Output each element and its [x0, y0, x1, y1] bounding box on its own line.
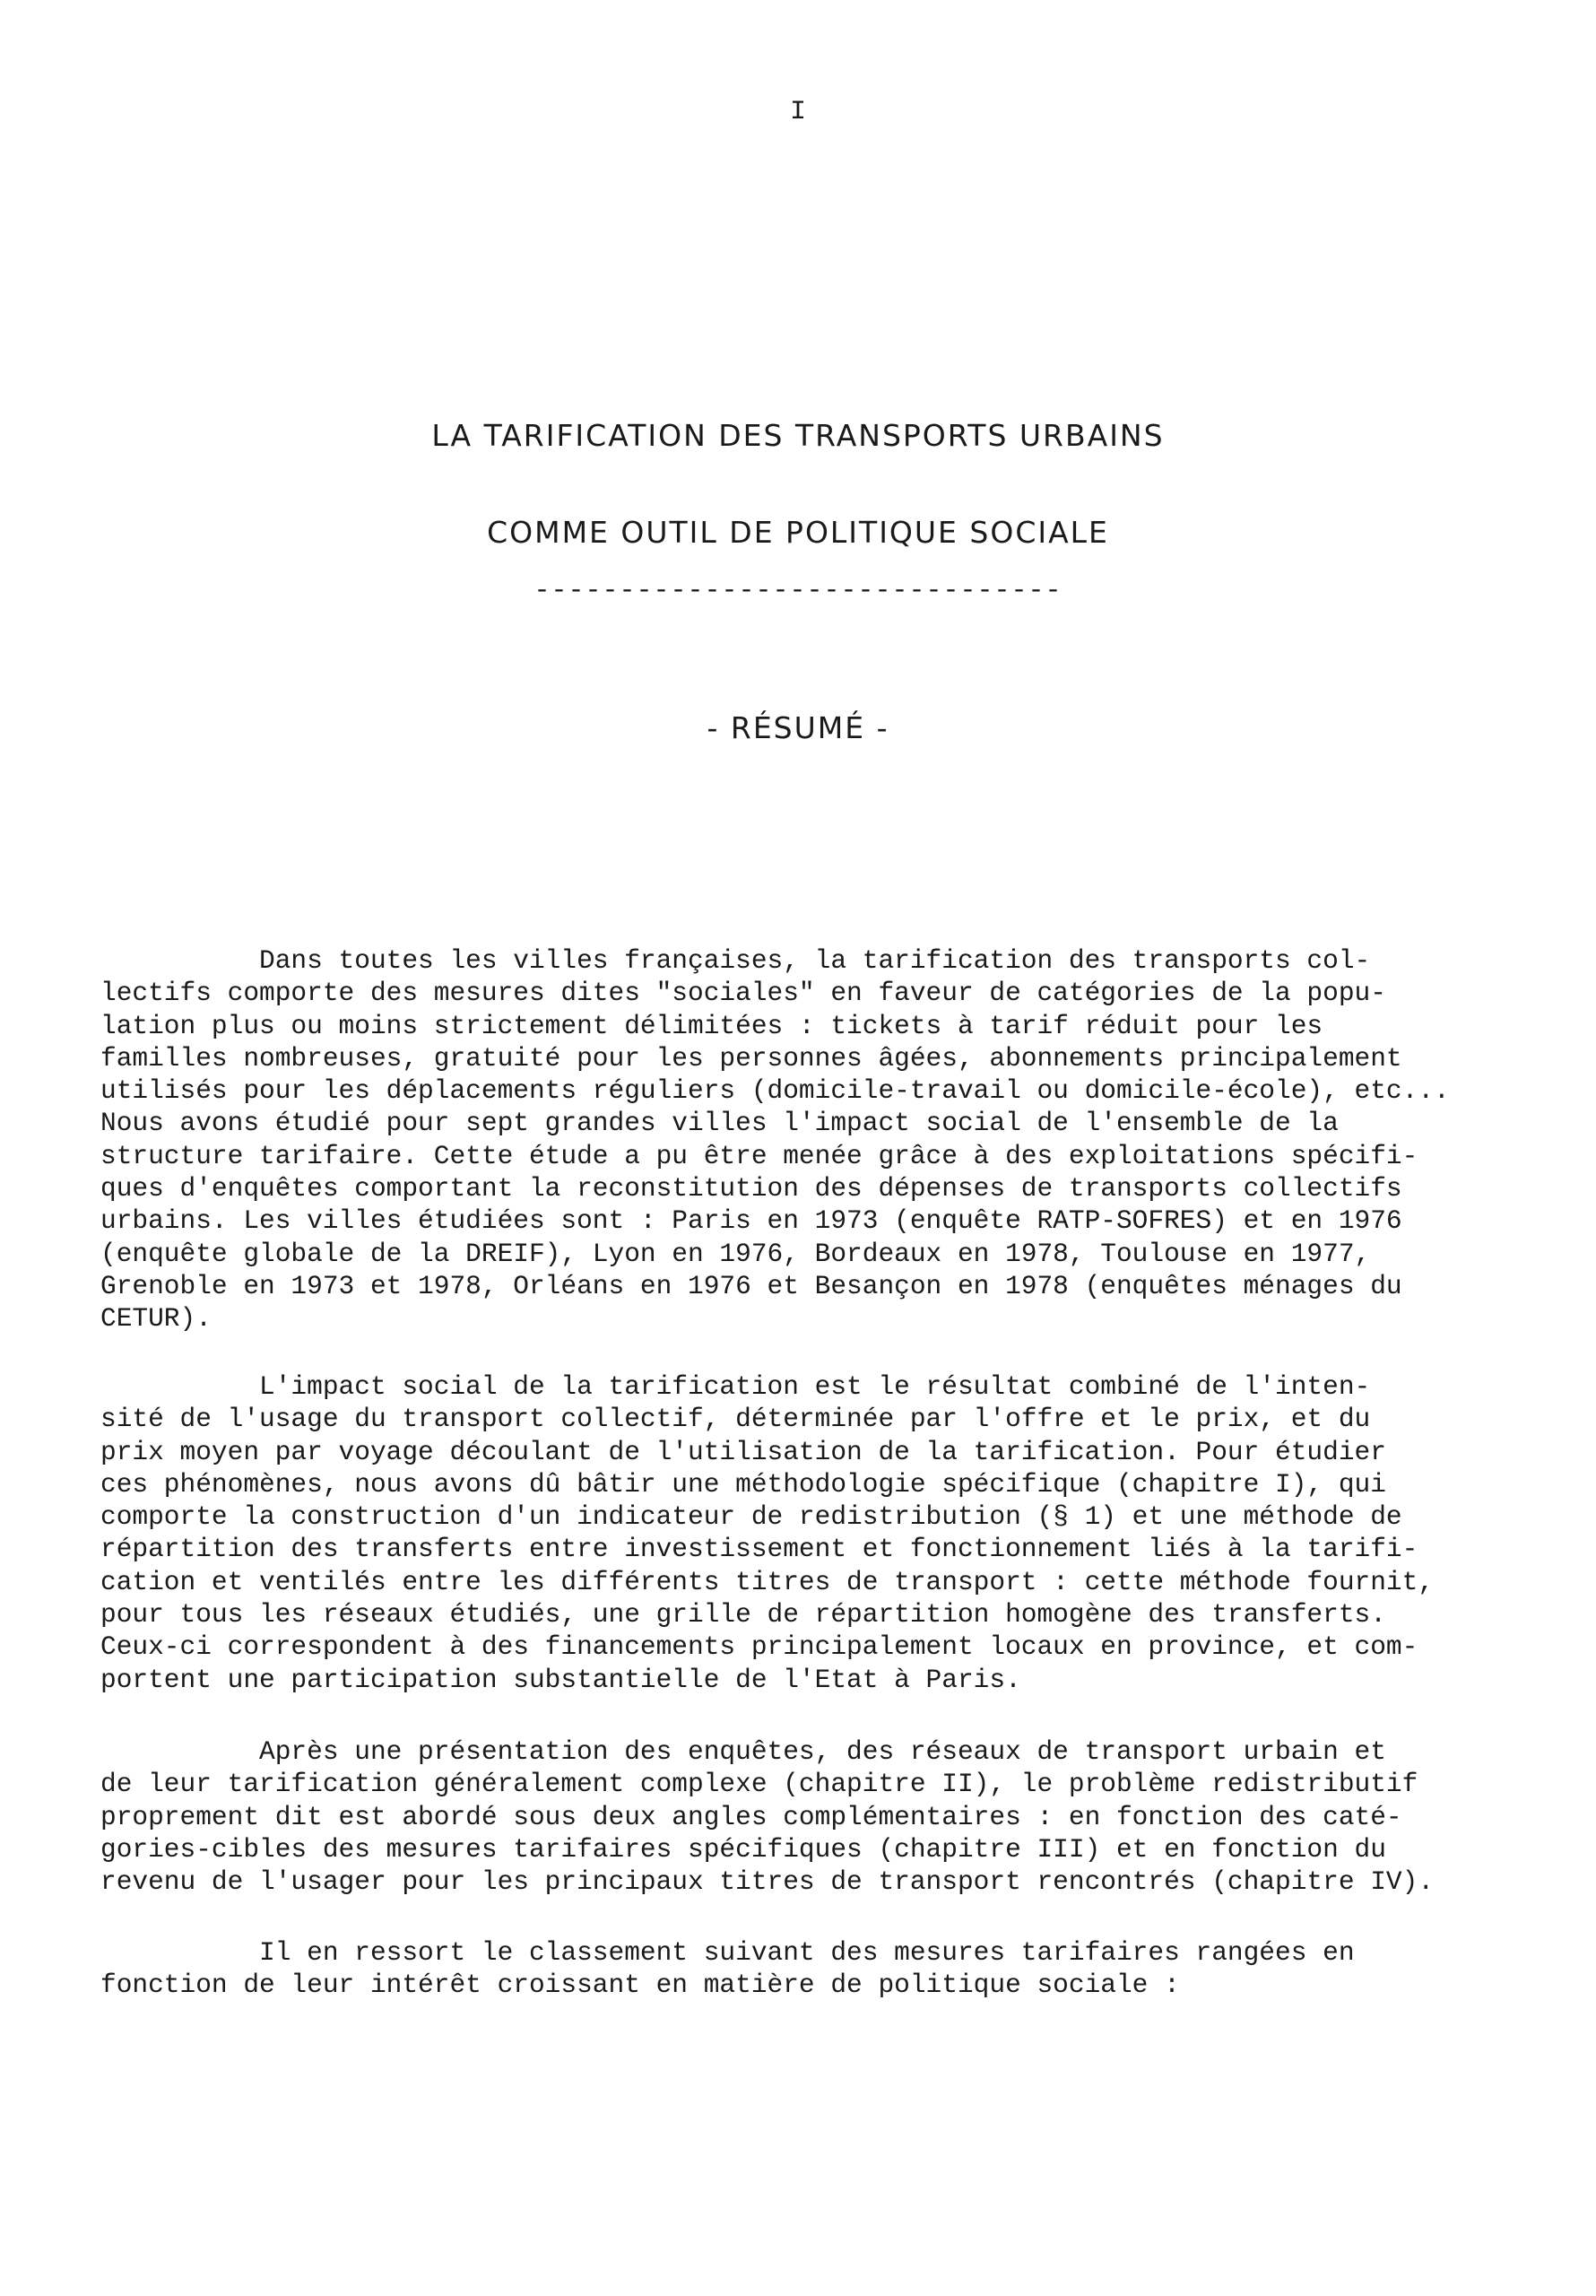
paragraph-line: urbains. Les villes étudiées sont : Paris en 1973 (enquête RATP-SOFRES) et en 1976 — [100, 1205, 1402, 1237]
paragraph-line: ces phénomènes, nous avons dû bâtir une méthodologie spécifique (chapitre I), qui — [100, 1468, 1386, 1500]
section-subtitle: - RÉSUMÉ - — [707, 710, 889, 745]
paragraph-line: lectifs comporte des mesures dites "sociales" en faveur de catégories de la popu- — [100, 978, 1386, 1009]
paragraph-line: de leur tarification généralement complexe (chapitre II), le problème redistributif — [100, 1769, 1418, 1800]
paragraph-line: proprement dit est abordé sous deux angles complémentaires : en fonction des caté- — [100, 1801, 1402, 1832]
paragraph-line: pour tous les réseaux étudiés, une grille de répartition homogène des transferts. — [100, 1599, 1386, 1631]
paragraph-line: (enquête globale de la DREIF), Lyon en 1976, Bordeaux en 1978, Toulouse en 1977, — [100, 1238, 1371, 1269]
paragraph-line: prix moyen par voyage découlant de l'utilisation de la tarification. Pour étudier — [100, 1436, 1386, 1467]
paragraph-line: Dans toutes les villes françaises, la tarification des transports col- — [100, 945, 1371, 976]
paragraph-line: structure tarifaire. Cette étude a pu être menée grâce à des exploitations spécifi- — [100, 1140, 1418, 1171]
paragraph-line: comporte la construction d'un indicateur de redistribution (§ 1) et une méthode de — [100, 1501, 1402, 1533]
paragraph-line: gories-cibles des mesures tarifaires spécifiques (chapitre III) et en fonction du — [100, 1833, 1386, 1865]
paragraph-3 — [100, 1735, 1517, 1898]
paragraph-4 — [100, 1936, 1517, 2002]
paragraph-line: cation et ventilés entre les différents titres de transport : cette méthode fournit, — [100, 1566, 1435, 1597]
paragraph-line: revenu de l'usager pour les principaux titres de transport rencontrés (chapitre IV). — [100, 1866, 1435, 1898]
paragraph-line: Nous avons étudié pour sept grandes villes l'impact social de l'ensemble de la — [100, 1108, 1339, 1139]
paragraph-line: Ceux-ci correspondent à des financements principalement locaux en province, et com- — [100, 1631, 1418, 1663]
paragraph-line: fonction de leur intérêt croissant en matière de politique sociale : — [100, 1970, 1180, 2001]
page-number: I — [789, 97, 806, 127]
paragraph-line: familles nombreuses, gratuité pour les personnes âgées, abonnements principalement — [100, 1042, 1402, 1074]
paragraph-line: sité de l'usage du transport collectif, déterminée par l'offre et le prix, et du — [100, 1404, 1371, 1435]
paragraph-line: utilisés pour les déplacements réguliers (domicile-travail ou domicile-école), etc... — [100, 1075, 1450, 1107]
paragraph-line: portent une participation substantielle de l'Etat à Paris. — [100, 1664, 1021, 1695]
paragraph-1 — [100, 944, 1517, 1335]
paragraph-line: lation plus ou moins strictement délimitées : tickets à tarif réduit pour les — [100, 1010, 1323, 1041]
paragraph-2 — [100, 1370, 1517, 1696]
paragraph-line: ques d'enquêtes comportant la reconstitution des dépenses de transports collectifs — [100, 1173, 1402, 1205]
paragraph-line: L'impact social de la tarification est le résultat combiné de l'inten- — [100, 1371, 1371, 1402]
paragraph-line: Il en ressort le classement suivant des mesures tarifaires rangées en — [100, 1937, 1355, 1968]
paragraph-line: Grenoble en 1973 et 1978, Orléans en 1976 et Besançon en 1978 (enquêtes ménages du — [100, 1270, 1402, 1301]
paragraph-line: répartition des transferts entre investissement et fonctionnement liés à la tarifi- — [100, 1534, 1418, 1565]
paragraph-line: Après une présentation des enquêtes, des réseaux de transport urbain et — [100, 1736, 1386, 1767]
title-underline-rule: ------------------------------- — [533, 576, 1063, 606]
document-title-line-2: COMME OUTIL DE POLITIQUE SOCIALE — [487, 515, 1109, 550]
paragraph-line: CETUR). — [100, 1303, 212, 1335]
document-title-line-1: LA TARIFICATION DES TRANSPORTS URBAINS — [431, 418, 1165, 453]
